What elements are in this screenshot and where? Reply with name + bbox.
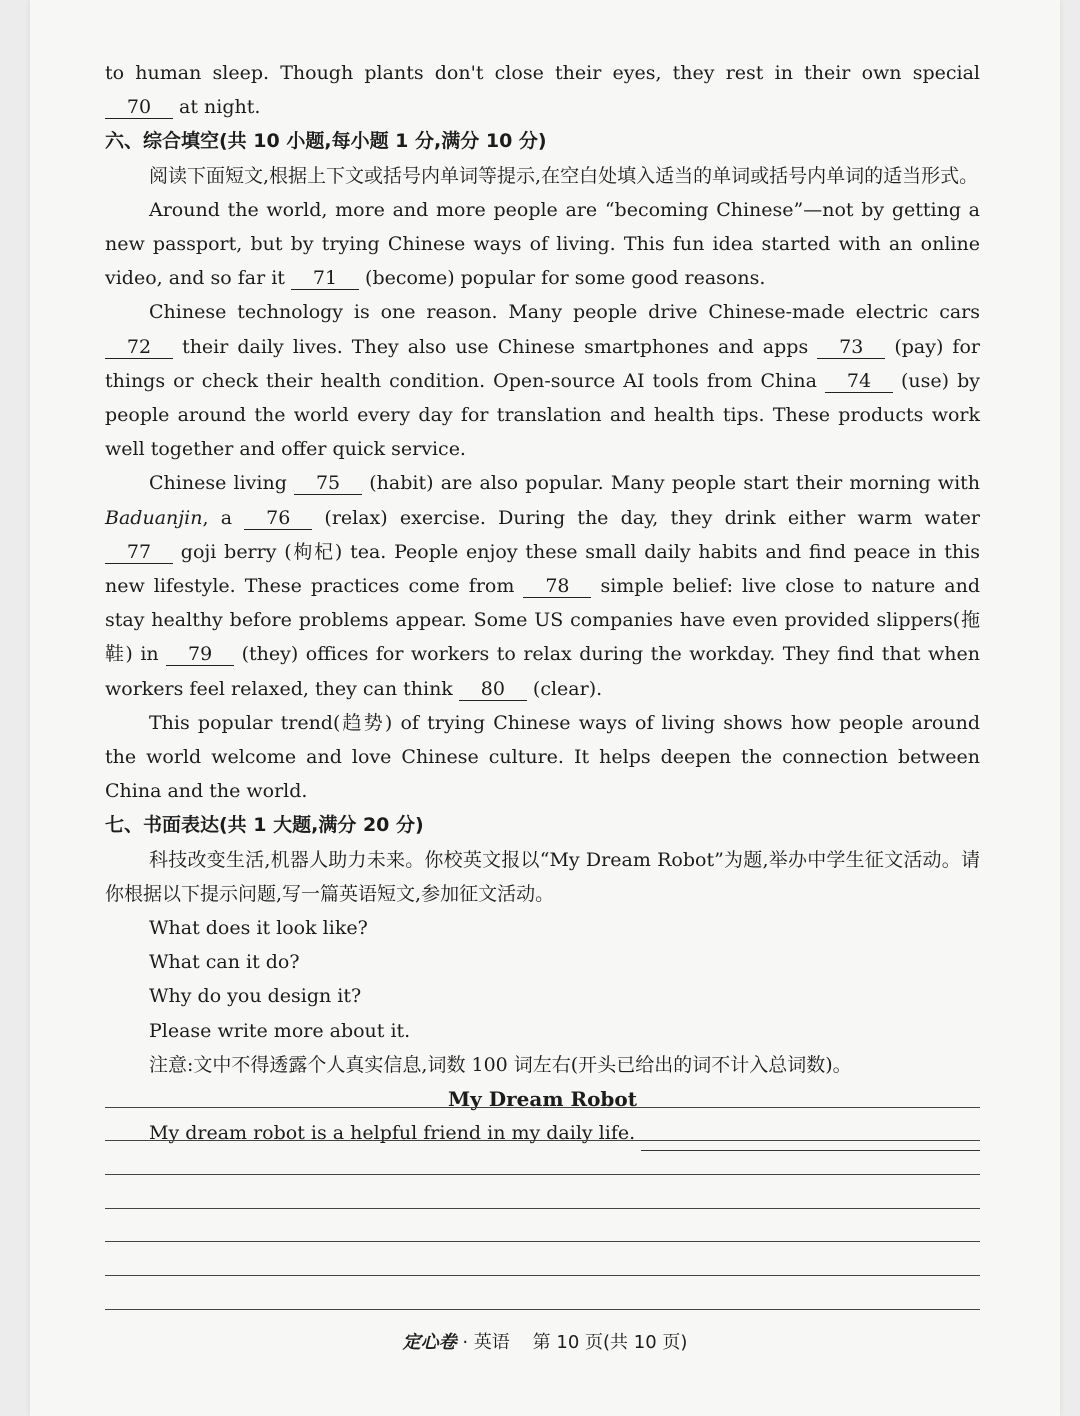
p1-text-c: (become) popular for some good reasons. xyxy=(365,267,766,290)
p3-text-f: goji berry (枸杞) tea. People enjoy these small daily habits and find peace in this new lifestyle. These practices come from xyxy=(105,540,980,598)
p3-text-d: , a xyxy=(202,506,233,529)
essay-title: My Dream Robot xyxy=(448,1087,637,1112)
p1-text-a: Around the world, more and more people are “becoming Chinese”—not by getting a new passport, but by trying Chinese ways of living. This fun idea started with an online video, and so far it xyxy=(105,198,980,290)
p2-text-a: Chinese technology is one reason. Many people drive Chinese-made electric cars xyxy=(149,301,980,324)
p3-text-g: simple belief: live close to nature and stay healthy before problems appear. Some US companies have even provided slippers(拖鞋) in xyxy=(105,575,980,666)
prompt-question-2: What can it do? xyxy=(149,951,300,974)
writing-lines xyxy=(105,1074,980,1310)
section6-instruction: 阅读下面短文,根据上下文或括号内单词等提示,在空白处填入适当的单词或括号内单词的适当形式。 xyxy=(149,164,979,187)
footer-brand: 定心卷 xyxy=(402,1332,457,1353)
p3-text-i: (clear). xyxy=(532,677,603,700)
section7-heading: 七、书面表达(共 1 大题,满分 20 分) xyxy=(105,814,424,837)
passage-paragraph-1 xyxy=(105,193,980,296)
blank-78[interactable]: 78 xyxy=(523,575,591,598)
page-footer xyxy=(30,1328,1060,1354)
writing-line[interactable] xyxy=(105,1108,980,1142)
essay-starter: My dream robot is a helpful friend in my daily life. xyxy=(149,1122,636,1145)
blank-72[interactable]: 72 xyxy=(105,336,173,359)
p3-text-h: (they) offices for workers to relax during the workday. They find that when workers feel relaxed, they can think xyxy=(105,643,980,700)
writing-line[interactable] xyxy=(105,1175,980,1209)
exam-page xyxy=(30,0,1060,1416)
writing-line[interactable] xyxy=(105,1074,980,1108)
top-line-text: to human sleep. Though plants don't close their eyes, they rest in their own special xyxy=(105,62,980,84)
top-line xyxy=(105,56,980,124)
passage-paragraph-3 xyxy=(105,466,980,705)
footer-page-number: 第 10 页(共 10 页) xyxy=(532,1332,688,1353)
blank-80[interactable]: 80 xyxy=(459,678,527,701)
blank-71[interactable]: 71 xyxy=(291,267,359,290)
writing-line[interactable] xyxy=(105,1209,980,1243)
blank-74[interactable]: 74 xyxy=(825,370,893,393)
blank-76[interactable]: 76 xyxy=(244,507,312,530)
footer-separator: · xyxy=(462,1332,469,1353)
passage-paragraph-2 xyxy=(105,295,980,466)
top-line-end: at night. xyxy=(179,96,261,119)
baduanjin-term: Baduanjin xyxy=(105,506,203,529)
p2-text-d: (pay) for things or check their health condition. Open-source AI tools from China xyxy=(105,335,980,392)
p2-text-c: their daily lives. They also use Chinese smartphones and apps xyxy=(182,335,809,358)
page-content xyxy=(105,56,980,1151)
writing-line[interactable] xyxy=(105,1141,980,1175)
essay-note: 注意:文中不得透露个人真实信息,词数 100 词左右(开头已给出的词不计入总词数)。 xyxy=(149,1053,852,1076)
blank-79[interactable]: 79 xyxy=(166,643,234,666)
p3-text-e: (relax) exercise. During the day, they drink either warm water xyxy=(324,506,980,529)
blank-73[interactable]: 73 xyxy=(817,336,885,359)
blank-77[interactable]: 77 xyxy=(105,541,173,564)
footer-subject: 英语 xyxy=(473,1332,510,1353)
writing-line[interactable] xyxy=(105,1242,980,1276)
section7-instruction: 科技改变生活,机器人助力未来。你校英文报以“My Dream Robot”为题,举办中学生征文活动。请你根据以下提示问题,写一篇英语短文,参加征文活动。 xyxy=(105,848,980,905)
prompt-question-1: What does it look like? xyxy=(149,917,368,940)
p3-text-c: (habit) are also popular. Many people start their morning with xyxy=(369,472,981,495)
writing-line[interactable] xyxy=(105,1276,980,1310)
prompt-question-3: Why do you design it? xyxy=(149,985,362,1008)
passage-paragraph-4: This popular trend(趋势) of trying Chinese ways of living shows how people around the world welcome and love Chinese culture. It helps deepen the connection between China and the world. xyxy=(105,711,980,803)
blank-70[interactable]: 70 xyxy=(105,96,173,119)
blank-75[interactable]: 75 xyxy=(294,472,362,495)
prompt-question-4: Please write more about it. xyxy=(149,1019,411,1042)
section6-heading: 六、综合填空(共 10 小题,每小题 1 分,满分 10 分) xyxy=(105,130,547,153)
p2-text-e: (use) by people around the world every day for translation and health tips. These products work well together and offer quick service. xyxy=(105,369,980,461)
p3-text-a: Chinese living xyxy=(149,472,287,495)
